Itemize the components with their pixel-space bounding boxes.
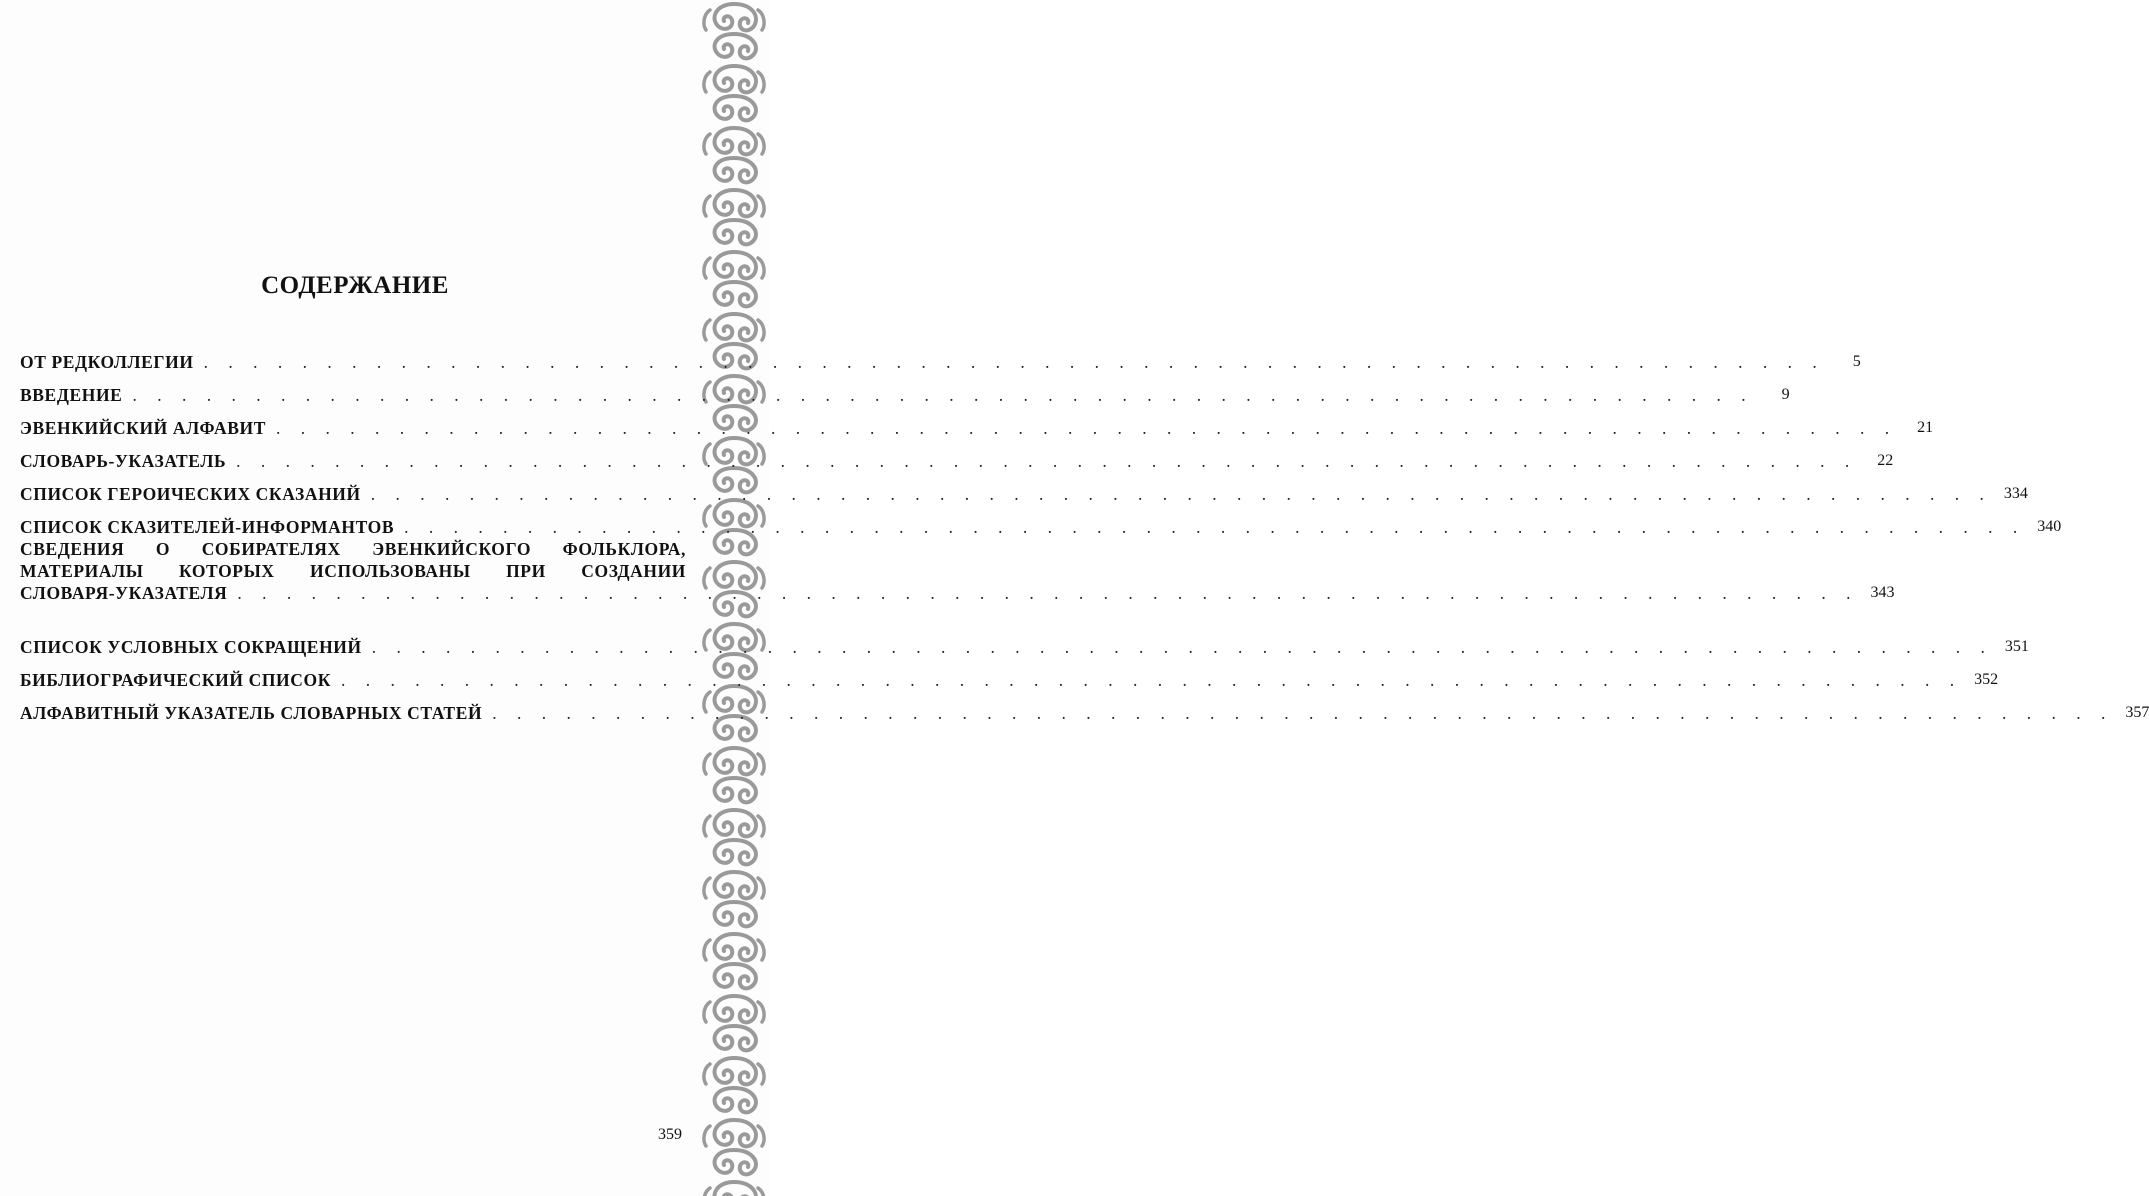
dot-leader: . . . . . . . . . . . . . . . . . . . . . . . . . . . . . . . . . . . . . . . . . . . . . . . . . . . . . . . . . . . . . . . . . .: [276, 418, 1898, 438]
toc-entry: [20, 625, 2029, 658]
toc-page-number: 21: [1917, 419, 1934, 436]
toc-page-number: 357: [2125, 704, 2149, 721]
toc-entry-title: СПИСОК ГЕРОИЧЕСКИХ СКАЗАНИЙ: [20, 484, 361, 504]
toc-entry: [20, 691, 2149, 724]
toc-entry-title-line-3: СЛОВАРЯ-УКАЗАТЕЛЯ: [20, 583, 228, 603]
toc-entry-title: СЛОВАРЬ-УКАЗАТЕЛЬ: [20, 451, 227, 471]
dot-leader: . . . . . . . . . . . . . . . . . . . . . . . . . . . . . . . . . . . . . . . . . . . . . . . . . . . . . . . . . . . . . . . . . .: [341, 670, 1963, 690]
dot-leader: . . . . . . . . . . . . . . . . . . . . . . . . . . . . . . . . . . . . . . . . . . . . . . . . . . . . . . . . . . . . . . . . . .: [132, 385, 1754, 405]
toc-page-number: 351: [2004, 638, 2029, 655]
toc-entry-title: ОТ РЕДКОЛЛЕГИИ: [20, 352, 194, 372]
toc-entry: [20, 505, 2062, 538]
toc-entry-title: БИБЛИОГРАФИЧЕСКИЙ СПИСОК: [20, 670, 331, 690]
toc-entry-title-line-2: МАТЕРИАЛЫ КОТОРЫХ ИСПОЛЬЗОВАНЫ ПРИ СОЗДАНИИ: [20, 561, 686, 581]
dot-leader: . . . . . . . . . . . . . . . . . . . . . . . . . . . . . . . . . . . . . . . . . . . . . . . . . . . . . . . . . . . . . . . . . .: [492, 703, 2114, 723]
toc-page-number: 334: [2003, 485, 2028, 502]
toc-entry-last-line: [20, 582, 1895, 604]
toc-entry: [20, 373, 1790, 406]
toc-entry: [20, 472, 2028, 505]
toc-entry-multiline: [20, 538, 1895, 625]
toc-entry-title: СПИСОК СКАЗИТЕЛЕЙ-ИНФОРМАНТОВ: [20, 517, 395, 537]
toc-page-number: 352: [1974, 671, 1999, 688]
toc-page-number: 5: [1852, 353, 1861, 370]
toc-entry-title-line-1: СВЕДЕНИЯ О СОБИРАТЕЛЯХ ЭВЕНКИЙСКОГО ФОЛЬКЛОРА,: [20, 539, 686, 559]
toc-entry: [20, 340, 1861, 373]
toc-page-number: 22: [1877, 452, 1894, 469]
dot-leader: . . . . . . . . . . . . . . . . . . . . . . . . . . . . . . . . . . . . . . . . . . . . . . . . . . . . . . . . . . . . . . . . . .: [236, 451, 1858, 471]
dot-leader: . . . . . . . . . . . . . . . . . . . . . . . . . . . . . . . . . . . . . . . . . . . . . . . . . . . . . . . . . . . . . . . . . .: [237, 583, 1859, 603]
page-title: СОДЕРЖАНИЕ: [261, 272, 449, 299]
toc-page-number: 9: [1781, 386, 1790, 403]
toc-entry-title: ВВЕДЕНИЕ: [20, 385, 123, 405]
toc-entry: [20, 658, 1999, 691]
toc-entry-title: СПИСОК УСЛОВНЫХ СОКРАЩЕНИЙ: [20, 637, 362, 657]
dot-leader: . . . . . . . . . . . . . . . . . . . . . . . . . . . . . . . . . . . . . . . . . . . . . . . . . . . . . . . . . . . . . . . . . .: [370, 484, 1992, 504]
page-number: 359: [658, 1126, 682, 1143]
toc-entry: [20, 439, 1894, 472]
dot-leader: . . . . . . . . . . . . . . . . . . . . . . . . . . . . . . . . . . . . . . . . . . . . . . . . . . . . . . . . . . . . . . . . . .: [371, 637, 1993, 657]
table-of-contents: [20, 340, 2149, 724]
toc-page-number: 340: [2037, 518, 2062, 535]
toc-entry-title: ЭВЕНКИЙСКИЙ АЛФАВИТ: [20, 418, 267, 438]
toc-page-number: 343: [1870, 584, 1895, 601]
toc-entry-title: АЛФАВИТНЫЙ УКАЗАТЕЛЬ СЛОВАРНЫХ СТАТЕЙ: [20, 703, 483, 723]
dot-leader: . . . . . . . . . . . . . . . . . . . . . . . . . . . . . . . . . . . . . . . . . . . . . . . . . . . . . . . . . . . . . . . . . .: [404, 517, 2026, 537]
toc-entry: [20, 406, 1934, 439]
dot-leader: . . . . . . . . . . . . . . . . . . . . . . . . . . . . . . . . . . . . . . . . . . . . . . . . . . . . . . . . . . . . . . . . . .: [203, 352, 1825, 372]
